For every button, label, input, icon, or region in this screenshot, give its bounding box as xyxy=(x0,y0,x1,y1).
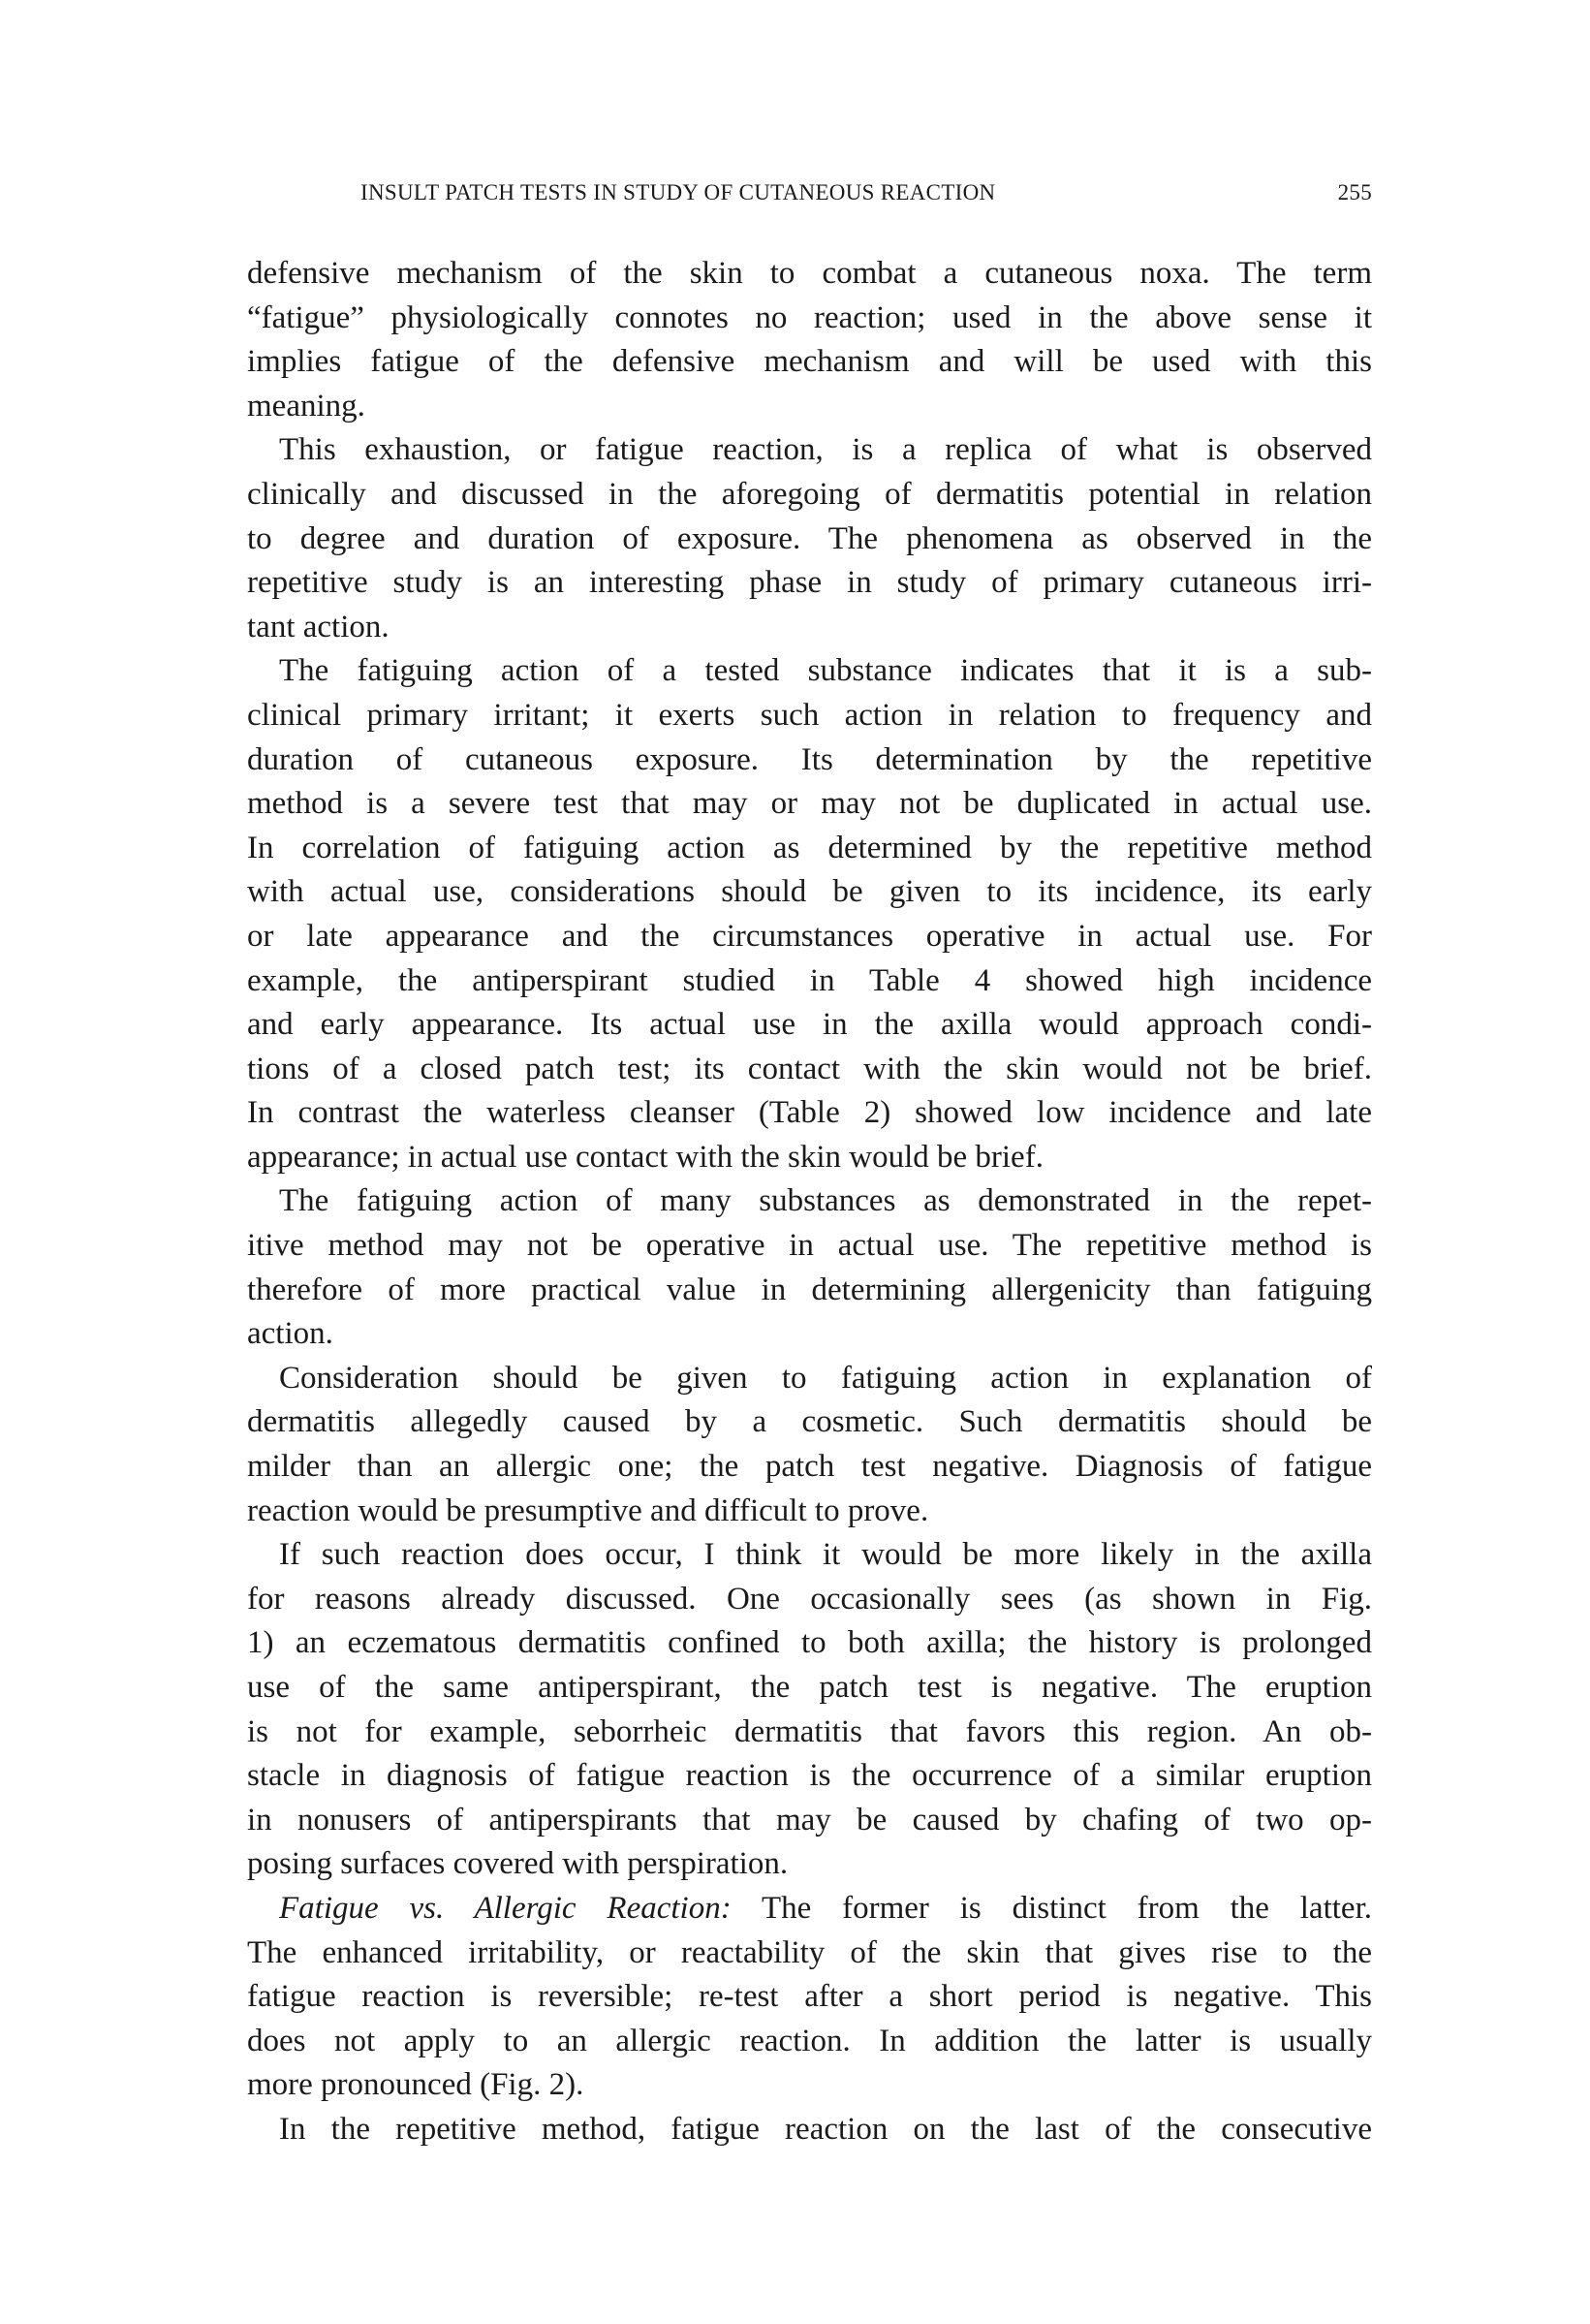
running-title: INSULT PATCH TESTS IN STUDY OF CUTANEOUS REACTION xyxy=(360,180,996,204)
text-line: The enhanced irritability, or reactability of the skin that gives rise to the xyxy=(247,1934,1372,1970)
text-line: to degree and duration of exposure. The phenomena as observed in the xyxy=(247,520,1372,556)
text-line: Consideration should be given to fatiguing action in explanation of xyxy=(279,1360,1372,1396)
text-line: use of the same antiperspirant, the patch test is negative. The eruption xyxy=(247,1670,1372,1705)
italic-subheading: Fatigue vs. Allergic Reaction: xyxy=(279,1890,732,1926)
text-line: therefore of more practical value in determining allergenicity than fatiguing xyxy=(247,1272,1372,1307)
text-line: fatigue reaction is reversible; re-test after a short period is negative. This xyxy=(247,1979,1372,2015)
text-line: reaction would be presumptive and difficult to prove. xyxy=(247,1492,929,1528)
text-line: method is a severe test that may or may not be duplicated in actual use. xyxy=(247,786,1372,822)
text-line: The fatiguing action of many substances as demonstrated in the repet- xyxy=(279,1183,1372,1219)
text-line: 1) an eczematous dermatitis confined to both axilla; the history is prolonged xyxy=(247,1625,1372,1661)
text-line: This exhaustion, or fatigue reaction, is a replica of what is observed xyxy=(279,432,1372,468)
text-line: example, the antiperspirant studied in Table 4 showed high incidence xyxy=(247,962,1372,998)
text-line: duration of cutaneous exposure. Its determination by the repetitive xyxy=(247,741,1372,777)
text-line: dermatitis allegedly caused by a cosmetic. Such dermatitis should be xyxy=(247,1404,1372,1440)
text-line: tant action. xyxy=(247,609,390,644)
text-line: In correlation of fatiguing action as determined by the repetitive method xyxy=(247,830,1372,865)
paragraph xyxy=(247,252,1372,428)
paragraph xyxy=(247,1179,1372,1356)
paragraph xyxy=(247,428,1372,649)
text-line: defensive mechanism of the skin to combat a cutaneous noxa. The term xyxy=(247,256,1372,291)
text-line: In the repetitive method, fatigue reaction on the last of the consecutive xyxy=(279,2111,1372,2147)
text-line xyxy=(247,1887,1372,1931)
running-header xyxy=(247,180,1372,213)
paragraph xyxy=(247,1533,1372,1887)
paragraph xyxy=(247,649,1372,1179)
text-line: or late appearance and the circumstances operative in actual use. For xyxy=(247,918,1372,954)
text-line: repetitive study is an interesting phase in study of primary cutaneous irri- xyxy=(247,565,1372,601)
text-line: is not for example, seborrheic dermatitis that favors this region. An ob- xyxy=(247,1713,1372,1749)
text-line: meaning. xyxy=(247,388,365,424)
text-line: clinically and discussed in the aforegoing of dermatitis potential in relation xyxy=(247,476,1372,512)
text-line: The fatiguing action of a tested substance indicates that it is a sub- xyxy=(279,653,1372,689)
paragraph xyxy=(247,1357,1372,1533)
text-line: posing surfaces covered with perspiration. xyxy=(247,1846,789,1882)
line-text: The former is distinct from the latter. xyxy=(731,1890,1372,1926)
text-line: “fatigue” physiologically connotes no reaction; used in the above sense it xyxy=(247,299,1372,335)
text-line: implies fatigue of the defensive mechanism and will be used with this xyxy=(247,344,1372,380)
text-line: in nonusers of antiperspirants that may be caused by chafing of two op- xyxy=(247,1802,1372,1837)
text-line: milder than an allergic one; the patch test negative. Diagnosis of fatigue xyxy=(247,1449,1372,1485)
text-line: If such reaction does occur, I think it would be more likely in the axilla xyxy=(279,1537,1372,1573)
text-line: does not apply to an allergic reaction. In addition the latter is usually xyxy=(247,2023,1372,2058)
text-line: with actual use, considerations should be given to its incidence, its early xyxy=(247,874,1372,910)
paragraph xyxy=(247,2108,1372,2152)
text-line: action. xyxy=(247,1316,333,1352)
text-line: In contrast the waterless cleanser (Table 2) showed low incidence and late xyxy=(247,1095,1372,1131)
page-number: 255 xyxy=(1337,180,1372,204)
body-text xyxy=(247,252,1372,2152)
text-line: more pronounced (Fig. 2). xyxy=(247,2067,584,2103)
text-line: itive method may not be operative in actual use. The repetitive method is xyxy=(247,1228,1372,1264)
paragraph xyxy=(247,1887,1372,2108)
text-line: clinical primary irritant; it exerts such action in relation to frequency and xyxy=(247,697,1372,733)
text-line: for reasons already discussed. One occasionally sees (as shown in Fig. xyxy=(247,1581,1372,1617)
text-line: and early appearance. Its actual use in the axilla would approach condi- xyxy=(247,1007,1372,1043)
text-line: stacle in diagnosis of fatigue reaction is the occurrence of a similar eruption xyxy=(247,1758,1372,1794)
text-line: tions of a closed patch test; its contact with the skin would not be brief. xyxy=(247,1051,1372,1086)
text-line: appearance; in actual use contact with the skin would be brief. xyxy=(247,1139,1044,1175)
